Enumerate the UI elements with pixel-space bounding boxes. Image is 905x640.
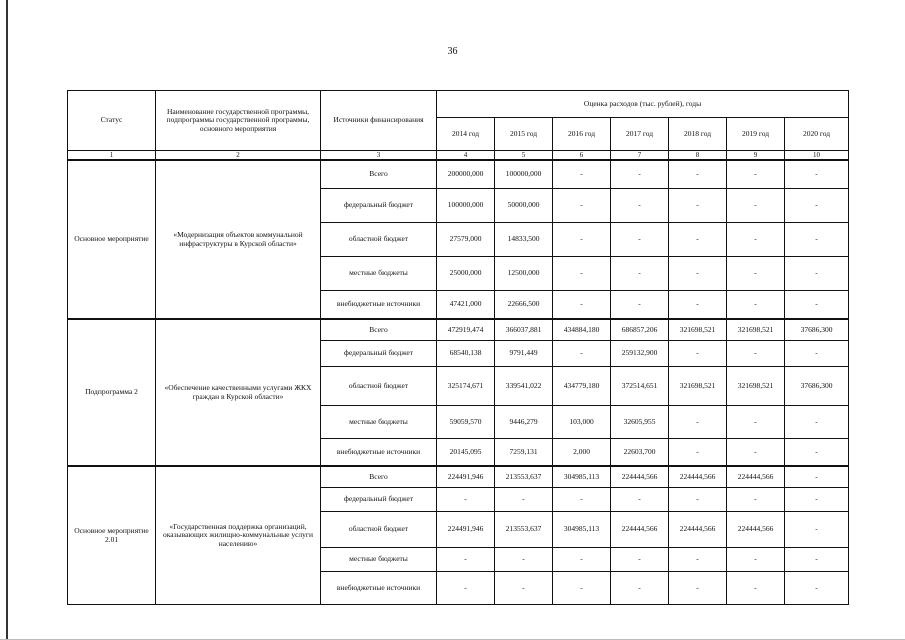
amount-cell: - xyxy=(611,189,669,223)
amount-cell: - xyxy=(611,488,669,512)
amount-cell: - xyxy=(669,341,727,367)
amount-cell: - xyxy=(611,548,669,572)
row-program-name: «Обеспечение качественными услугами ЖКХ граждан в Курской области» xyxy=(156,319,321,466)
amount-cell: - xyxy=(495,572,553,605)
budget-table xyxy=(67,90,849,605)
amount-cell: - xyxy=(727,160,785,189)
amount-cell: 224444,566 xyxy=(727,466,785,488)
amount-cell: - xyxy=(669,291,727,320)
amount-cell: - xyxy=(727,341,785,367)
amount-cell: - xyxy=(553,257,611,291)
funding-source: областной бюджет xyxy=(321,367,437,406)
amount-cell: - xyxy=(727,291,785,320)
amount-cell: - xyxy=(611,257,669,291)
amount-cell: - xyxy=(785,439,849,467)
amount-cell: - xyxy=(611,572,669,605)
amount-cell: - xyxy=(553,160,611,189)
amount-cell: 224444,566 xyxy=(611,466,669,488)
amount-cell: 27579,000 xyxy=(437,223,495,257)
funding-source: Всего xyxy=(321,319,437,341)
amount-cell: 213553,637 xyxy=(495,466,553,488)
amount-cell: - xyxy=(727,223,785,257)
funding-source: федеральный бюджет xyxy=(321,341,437,367)
amount-cell: - xyxy=(785,160,849,189)
funding-source: внебюджетные источники xyxy=(321,291,437,320)
amount-cell: 200000,000 xyxy=(437,160,495,189)
amount-cell: - xyxy=(785,572,849,605)
amount-cell: - xyxy=(727,189,785,223)
amount-cell: 37686,300 xyxy=(785,367,849,406)
amount-cell: - xyxy=(611,291,669,320)
amount-cell: - xyxy=(495,548,553,572)
amount-cell: - xyxy=(669,223,727,257)
amount-cell: 304985,113 xyxy=(553,512,611,548)
amount-cell: 372514,651 xyxy=(611,367,669,406)
amount-cell: 12500,000 xyxy=(495,257,553,291)
amount-cell: 47421,000 xyxy=(437,291,495,320)
amount-cell: 100000,000 xyxy=(495,160,553,189)
table-body xyxy=(68,160,849,605)
amount-cell: - xyxy=(669,257,727,291)
funding-source: местные бюджеты xyxy=(321,257,437,291)
amount-cell: - xyxy=(785,512,849,548)
table-row xyxy=(68,160,849,189)
amount-cell: - xyxy=(669,160,727,189)
funding-source: областной бюджет xyxy=(321,223,437,257)
header-year: 2015 год xyxy=(495,118,553,151)
amount-cell: - xyxy=(785,189,849,223)
amount-cell: - xyxy=(669,488,727,512)
header-year: 2014 год xyxy=(437,118,495,151)
funding-source: внебюджетные источники xyxy=(321,439,437,467)
amount-cell: - xyxy=(611,160,669,189)
amount-cell: - xyxy=(669,406,727,439)
amount-cell: 224444,566 xyxy=(669,512,727,548)
amount-cell: 224491,946 xyxy=(437,512,495,548)
header-year: 2018 год xyxy=(669,118,727,151)
amount-cell: - xyxy=(785,548,849,572)
amount-cell: - xyxy=(553,548,611,572)
amount-cell: 325174,671 xyxy=(437,367,495,406)
amount-cell: 14833,500 xyxy=(495,223,553,257)
amount-cell: 224444,566 xyxy=(669,466,727,488)
column-index: 9 xyxy=(727,151,785,161)
amount-cell: - xyxy=(669,189,727,223)
amount-cell: 224444,566 xyxy=(611,512,669,548)
amount-cell: 224444,566 xyxy=(727,512,785,548)
amount-cell: 32605,955 xyxy=(611,406,669,439)
amount-cell: - xyxy=(553,488,611,512)
amount-cell: - xyxy=(785,406,849,439)
amount-cell: - xyxy=(785,257,849,291)
amount-cell: 7259,131 xyxy=(495,439,553,467)
amount-cell: 22666,500 xyxy=(495,291,553,320)
amount-cell: - xyxy=(495,488,553,512)
page-number: 36 xyxy=(447,46,458,57)
header-year: 2016 год xyxy=(553,118,611,151)
amount-cell: 103,000 xyxy=(553,406,611,439)
amount-cell: 224491,946 xyxy=(437,466,495,488)
row-status: Основное мероприятие xyxy=(68,160,156,319)
amount-cell: - xyxy=(437,548,495,572)
amount-cell: - xyxy=(727,439,785,467)
amount-cell: 686857,206 xyxy=(611,319,669,341)
header-estimate: Оценка расходов (тыс. рублей), годы xyxy=(437,91,849,118)
amount-cell: - xyxy=(785,341,849,367)
row-status: Основное мероприятие 2.01 xyxy=(68,466,156,605)
amount-cell: - xyxy=(785,291,849,320)
header-name: Наименование государственной программы, подпрограммы государственной программы, основного мероприятия xyxy=(156,91,321,151)
column-index: 5 xyxy=(495,151,553,161)
row-program-name: «Государственная поддержка организаций, оказывающих жилищно-коммунальные услуги населению» xyxy=(156,466,321,605)
amount-cell: 434779,180 xyxy=(553,367,611,406)
header-status: Статус xyxy=(68,91,156,151)
row-status: Подпрограмма 2 xyxy=(68,319,156,466)
column-index: 6 xyxy=(553,151,611,161)
column-index: 3 xyxy=(321,151,437,161)
amount-cell: - xyxy=(611,223,669,257)
amount-cell: 434884,180 xyxy=(553,319,611,341)
amount-cell: 59059,570 xyxy=(437,406,495,439)
column-index: 4 xyxy=(437,151,495,161)
amount-cell: - xyxy=(553,341,611,367)
funding-source: местные бюджеты xyxy=(321,548,437,572)
amount-cell: - xyxy=(785,466,849,488)
amount-cell: - xyxy=(553,189,611,223)
column-index: 1 xyxy=(68,151,156,161)
header-year: 2020 год xyxy=(785,118,849,151)
table-row xyxy=(68,319,849,341)
column-index: 2 xyxy=(156,151,321,161)
amount-cell: - xyxy=(669,548,727,572)
amount-cell: 9446,279 xyxy=(495,406,553,439)
amount-cell: 9791,449 xyxy=(495,341,553,367)
amount-cell: - xyxy=(553,223,611,257)
amount-cell: 304985,113 xyxy=(553,466,611,488)
row-program-name: «Модернизация объектов коммунальной инфраструктуры в Курской области» xyxy=(156,160,321,319)
amount-cell: 259132,900 xyxy=(611,341,669,367)
page-edge xyxy=(6,0,8,640)
amount-cell: - xyxy=(727,257,785,291)
amount-cell: 472919,474 xyxy=(437,319,495,341)
column-index: 8 xyxy=(669,151,727,161)
column-index: 7 xyxy=(611,151,669,161)
amount-cell: - xyxy=(785,488,849,512)
column-index: 10 xyxy=(785,151,849,161)
amount-cell: 366037,881 xyxy=(495,319,553,341)
amount-cell: 25000,000 xyxy=(437,257,495,291)
funding-source: Всего xyxy=(321,160,437,189)
funding-source: областной бюджет xyxy=(321,512,437,548)
header-year: 2017 год xyxy=(611,118,669,151)
amount-cell: 22603,700 xyxy=(611,439,669,467)
amount-cell: - xyxy=(727,488,785,512)
funding-source: внебюджетные источники xyxy=(321,572,437,605)
amount-cell: 321698,521 xyxy=(669,367,727,406)
funding-source: местные бюджеты xyxy=(321,406,437,439)
amount-cell: 37686,300 xyxy=(785,319,849,341)
amount-cell: 100000,000 xyxy=(437,189,495,223)
funding-source: Всего xyxy=(321,466,437,488)
amount-cell: - xyxy=(553,572,611,605)
amount-cell: 321698,521 xyxy=(727,367,785,406)
amount-cell: - xyxy=(669,439,727,467)
amount-cell: - xyxy=(727,572,785,605)
amount-cell: - xyxy=(437,572,495,605)
funding-source: федеральный бюджет xyxy=(321,189,437,223)
amount-cell: 2,000 xyxy=(553,439,611,467)
amount-cell: 20145,095 xyxy=(437,439,495,467)
amount-cell: 50000,000 xyxy=(495,189,553,223)
amount-cell: - xyxy=(727,548,785,572)
funding-source: федеральный бюджет xyxy=(321,488,437,512)
amount-cell: 321698,521 xyxy=(669,319,727,341)
amount-cell: 321698,521 xyxy=(727,319,785,341)
amount-cell: 68540,138 xyxy=(437,341,495,367)
amount-cell: 213553,637 xyxy=(495,512,553,548)
amount-cell: - xyxy=(437,488,495,512)
header-sources: Источники финансирования xyxy=(321,91,437,151)
header-year: 2019 год xyxy=(727,118,785,151)
table-row xyxy=(68,466,849,488)
amount-cell: - xyxy=(727,406,785,439)
amount-cell: - xyxy=(785,223,849,257)
amount-cell: - xyxy=(553,291,611,320)
amount-cell: 339541,022 xyxy=(495,367,553,406)
amount-cell: - xyxy=(669,572,727,605)
